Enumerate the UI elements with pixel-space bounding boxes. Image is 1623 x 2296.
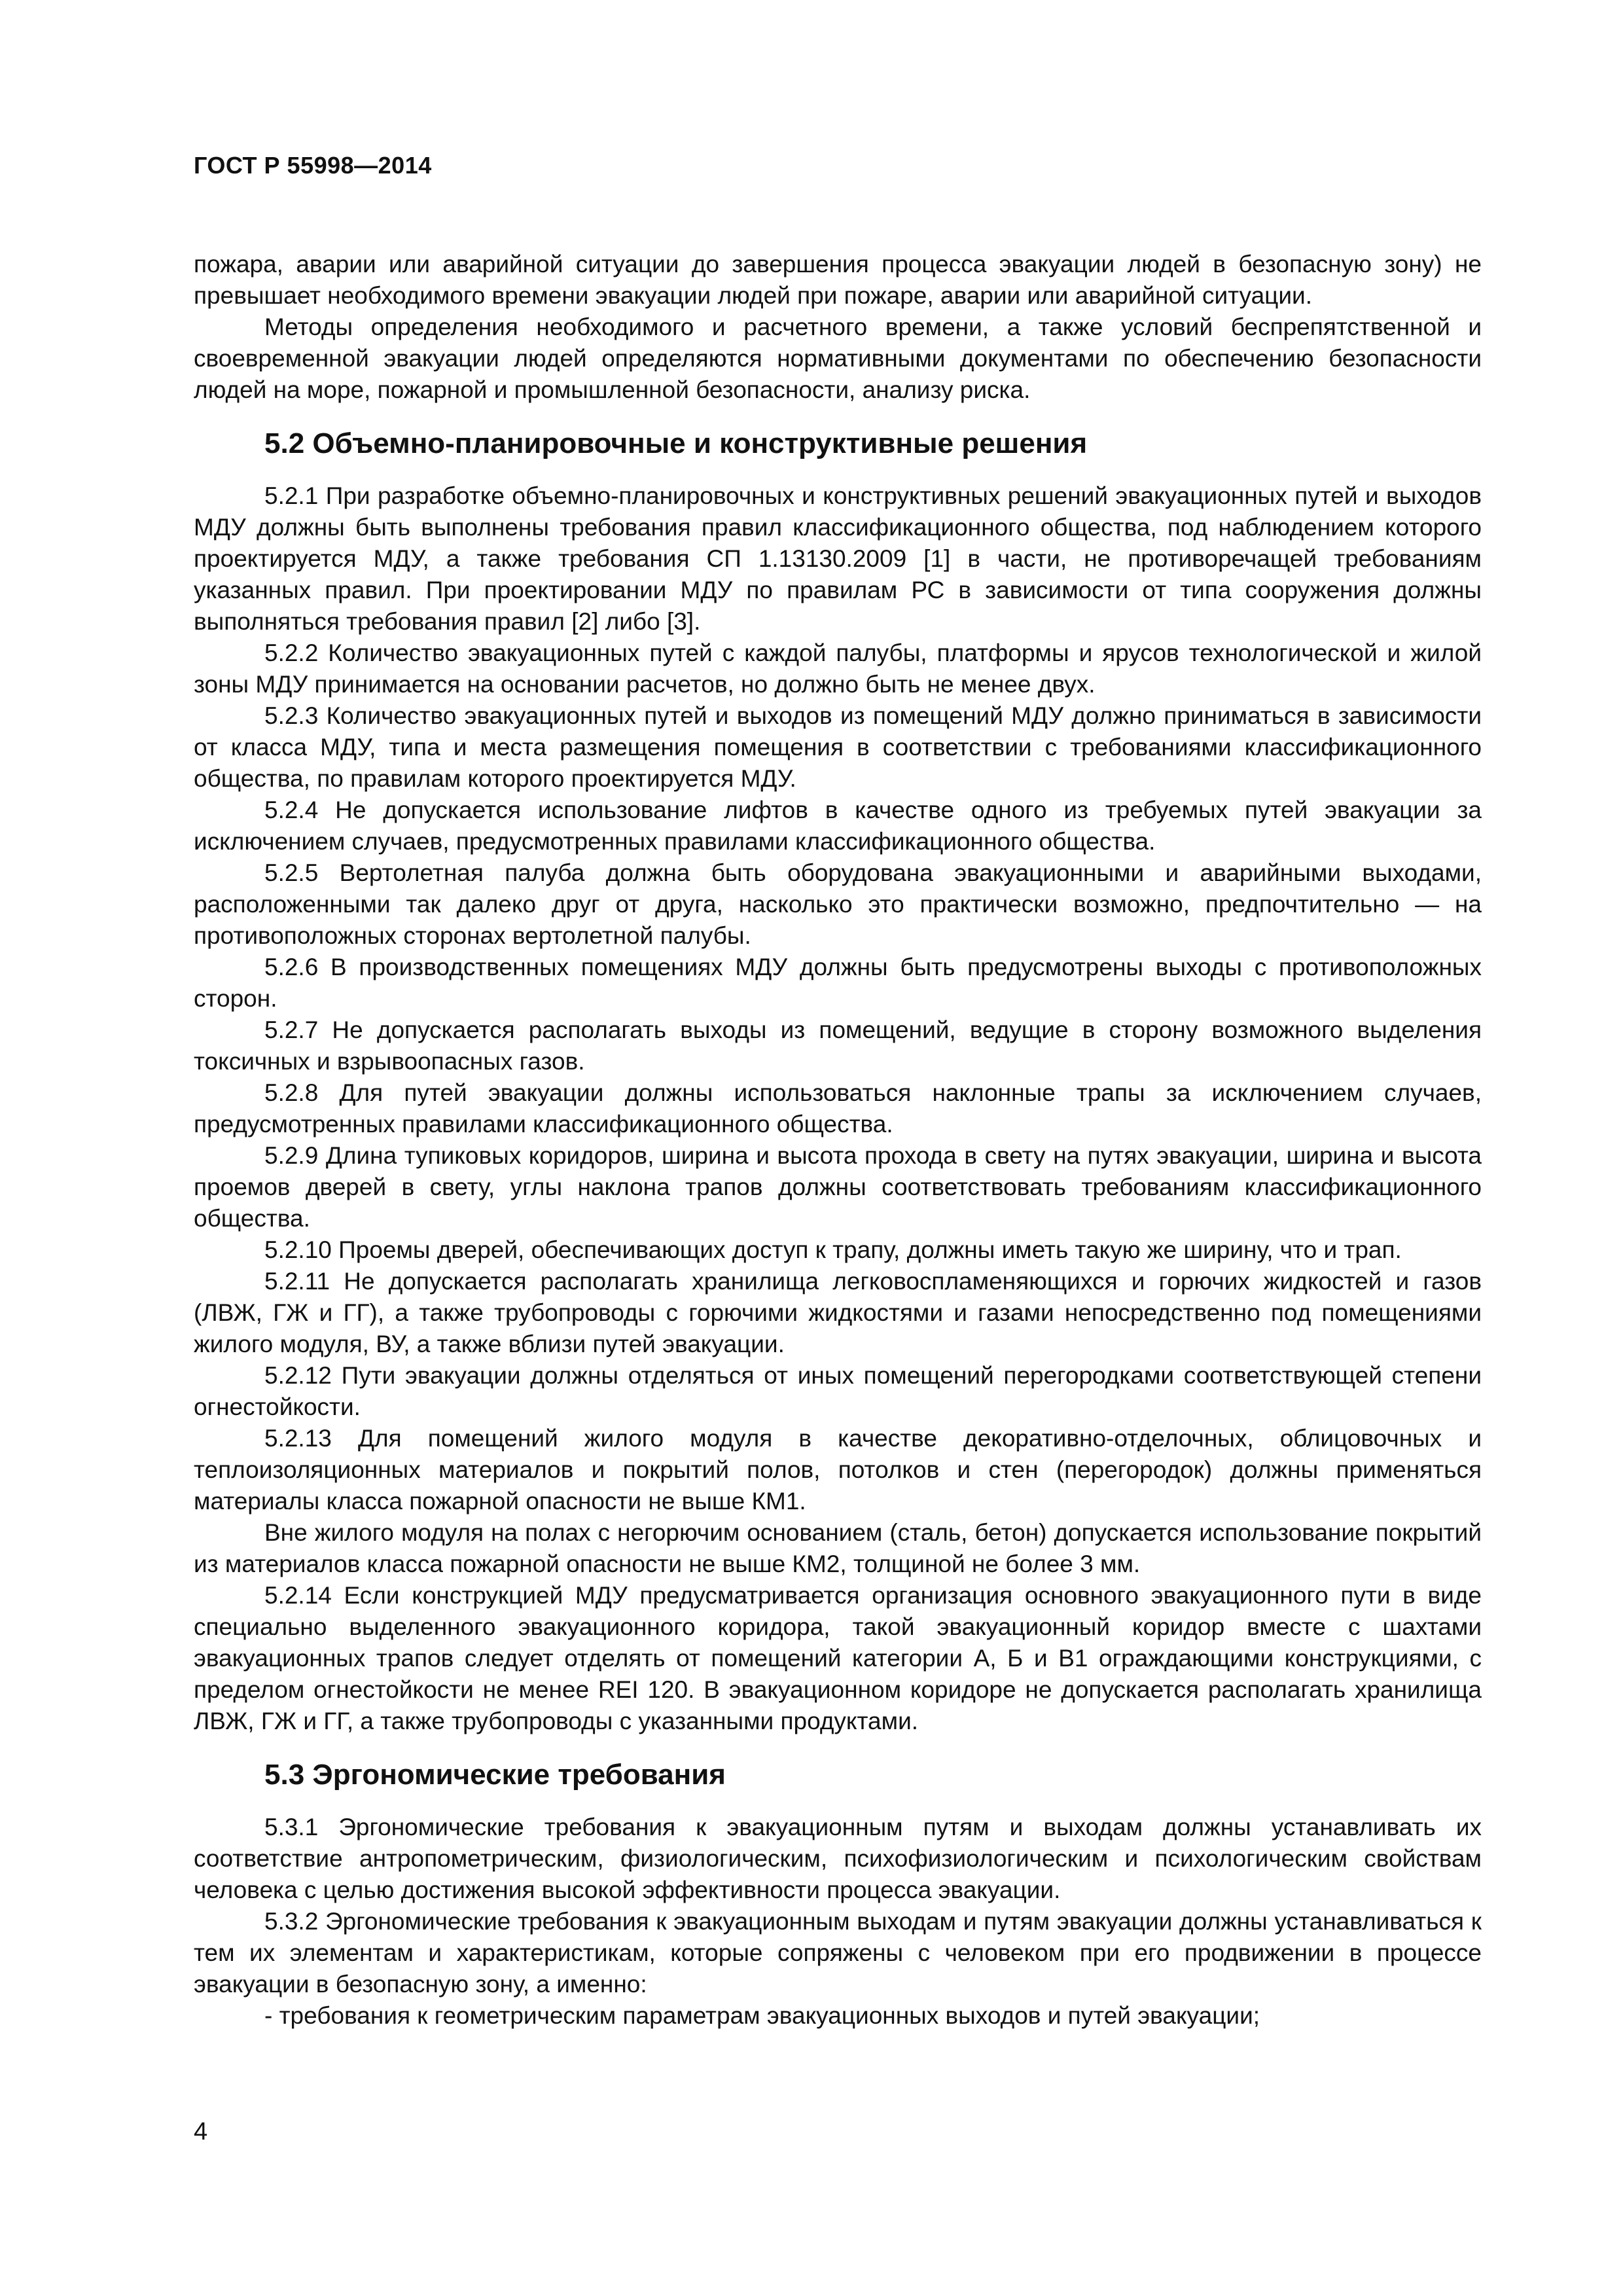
paragraph: - требования к геометрическим параметрам эвакуационных выходов и путей эвакуации; [264,2002,1260,2029]
paragraph: Вне жилого модуля на полах с негорючим основанием (сталь, бетон) допускается использование покрытий из материалов класса пожарной опасности не выше КМ2, толщиной не более 3 мм. [194,1519,1482,1577]
paragraph: 5.2.7 Не допускается располагать выходы из помещений, ведущие в сторону возможного выделения токсичных и взрывоопасных газов. [194,1016,1482,1075]
paragraph: 5.2.11 Не допускается располагать хранилища легковоспламеняющихся и горючих жидкостей и газов (ЛВЖ, ГЖ и ГГ), а также трубопроводы с горючими жидкостями и газами непосредственно под помещениями жилого модуля, ВУ, а также вблизи путей эвакуации. [194,1268,1482,1357]
paragraph: пожара, аварии или аварийной ситуации до завершения процесса эвакуации людей в безопасную зону) не превышает необходимого времени эвакуации людей при пожаре, аварии или аварийной ситуации. [194,251,1482,309]
paragraph: 5.2.4 Не допускается использование лифтов в качестве одного из требуемых путей эвакуации за исключением случаев, предусмотренных правилами классификационного общества. [194,797,1482,855]
paragraph: 5.2.9 Длина тупиковых коридоров, ширина и высота прохода в свету на путях эвакуации, ширина и высота проемов дверей в свету, углы наклона трапов должны соответствовать требованиям классификационного общества. [194,1142,1482,1232]
paragraph: 5.3.2 Эргономические требования к эвакуационным выходам и путям эвакуации должны устанавливаться к тем их элементам и характеристикам, которые сопряжены с человеком при его продвижении в процессе эвакуации в безопасную зону, а именно: [194,1908,1482,1998]
paragraph: 5.2.8 Для путей эвакуации должны использоваться наклонные трапы за исключением случаев, предусмотренных правилами классификационного общества. [194,1079,1482,1138]
paragraph: 5.2.12 Пути эвакуации должны отделяться от иных помещений перегородками соответствующей степени огнестойкости. [194,1362,1482,1420]
paragraph: 5.3.1 Эргономические требования к эвакуационным путям и выходам должны устанавливать их соответствие антропометрическим, физиологическим, психофизиологическим и психологическим свойствам человека с целью достижения высокой эффективности процесса эвакуации. [194,1814,1482,1903]
paragraph: 5.2.2 Количество эвакуационных путей с каждой палубы, платформы и ярусов технологической и жилой зоны МДУ принимается на основании расчетов, но должно быть не менее двух. [194,639,1482,698]
page-number: 4 [194,2118,208,2145]
paragraph: 5.2.1 При разработке объемно-планировочных и конструктивных решений эвакуационных путей и выходов МДУ должны быть выполнены требования правил классификационного общества, под наблюдением которого проектируется МДУ, а также требования СП 1.13130.2009 [1] в части, не противоречащей требованиям указанных правил. При проектировании МДУ по правилам РС в зависимости от типа сооружения должны выполняться требования правил [2] либо [3]. [194,482,1482,635]
paragraph: 5.2.10 Проемы дверей, обеспечивающих доступ к трапу, должны иметь такую же ширину, что и трап. [264,1236,1402,1263]
paragraph: 5.2.6 В производственных помещениях МДУ должны быть предусмотрены выходы с противоположных сторон. [194,954,1482,1012]
paragraph: 5.2.5 Вертолетная палуба должна быть оборудована эвакуационными и аварийными выходами, расположенными так далеко друг от друга, насколько это практически возможно, предпочтительно — на противоположных сторонах вертолетной палубы. [194,859,1482,949]
paragraph: 5.2.13 Для помещений жилого модуля в качестве декоративно-отделочных, облицовочных и теплоизоляционных материалов и покрытий полов, потолков и стен (перегородок) должны применяться материалы класса пожарной опасности не выше КМ1. [194,1425,1482,1515]
section-heading: 5.2 Объемно-планировочные и конструктивные решения [264,427,1088,459]
section-heading: 5.3 Эргономические требования [264,1759,726,1791]
document-body [194,249,1482,2032]
paragraph: Методы определения необходимого и расчетного времени, а также условий беспрепятственной и своевременной эвакуации людей определяются нормативными документами по обеспечению безопасности людей на море, пожарной и промышленной безопасности, анализу риска. [194,314,1482,403]
paragraph: 5.2.14 Если конструкцией МДУ предусматривается организация основного эвакуационного пути в виде специально выделенного эвакуационного коридора, такой эвакуационный коридор вместе с шахтами эвакуационных трапов следует отделять от помещений категории А, Б и В1 ограждающими конструкциями, с пределом огнестойкости не менее REI 120. В эвакуационном коридоре не допускается располагать хранилища ЛВЖ, ГЖ и ГГ, а также трубопроводы с указанными продуктами. [194,1582,1482,1734]
document-code: ГОСТ Р 55998—2014 [194,152,432,179]
paragraph: 5.2.3 Количество эвакуационных путей и выходов из помещений МДУ должно приниматься в зависимости от класса МДУ, типа и места размещения помещения в соответствии с требованиями классификационного общества, по правилам которого проектируется МДУ. [194,702,1482,792]
